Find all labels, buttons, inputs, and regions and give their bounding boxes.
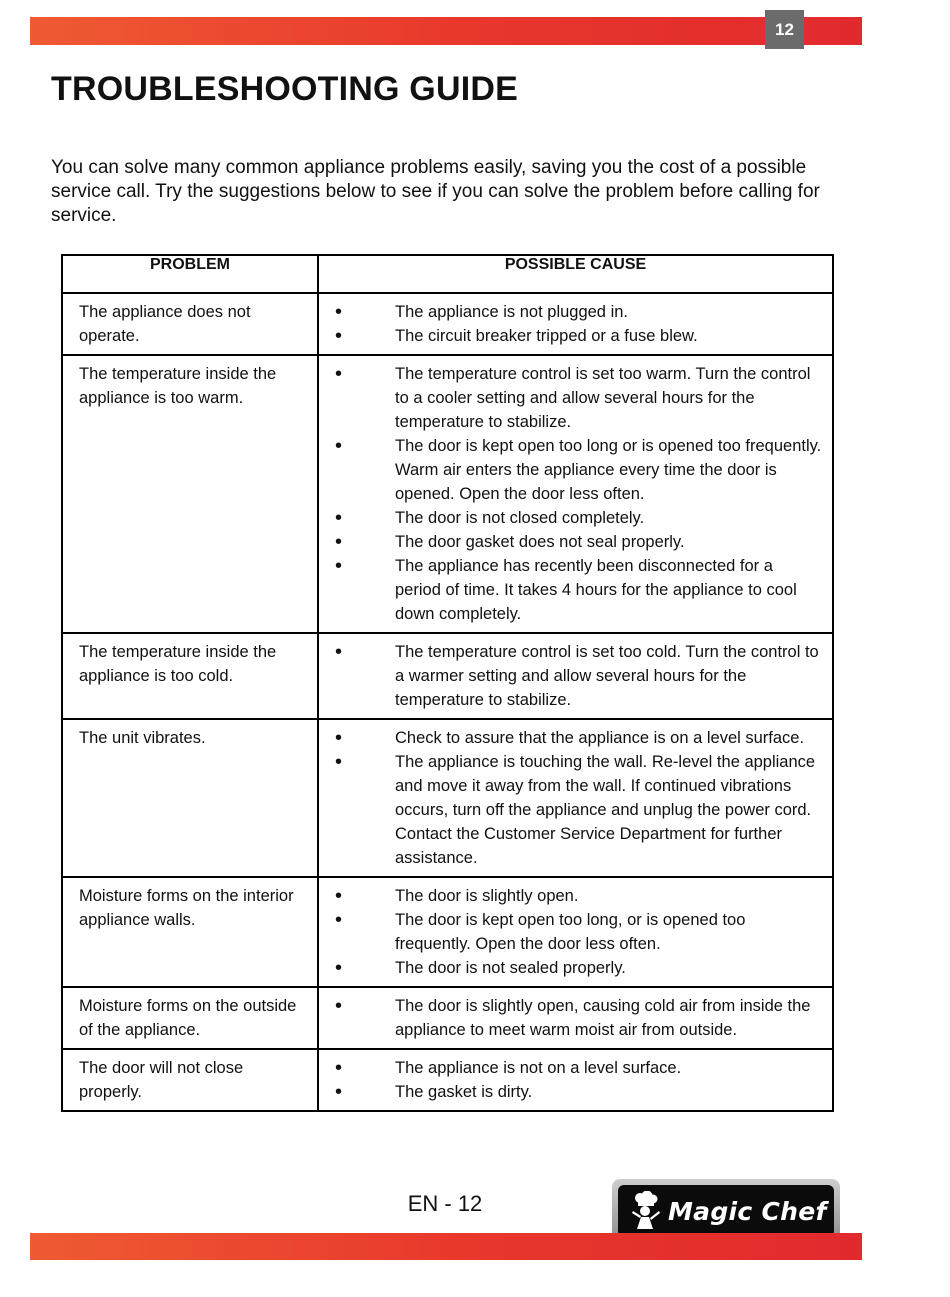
table-row: [62, 987, 833, 1049]
cause-item: • The door gasket does not seal properly.: [335, 530, 822, 554]
problem-cell: Moisture forms on the outside of the appliance.: [62, 987, 318, 1049]
cause-list: [335, 300, 822, 348]
table-row: [62, 877, 833, 987]
cause-cell: [318, 719, 833, 877]
chef-hat-icon: [628, 1191, 662, 1231]
cause-item: • The door is not closed completely.: [335, 506, 822, 530]
cause-item: • The temperature control is set too cold. Turn the control to a warmer setting and allow several hours for the temperature to stabilize.: [335, 640, 822, 712]
cause-cell: [318, 633, 833, 719]
problem-cell: The unit vibrates.: [62, 719, 318, 877]
cause-column-header: POSSIBLE CAUSE: [318, 255, 833, 293]
cause-cell: [318, 987, 833, 1049]
table-row: [62, 1049, 833, 1111]
troubleshooting-table: [61, 254, 834, 1112]
top-accent-bar: [30, 17, 862, 45]
cause-item: • The door is not sealed properly.: [335, 956, 822, 980]
intro-paragraph: You can solve many common appliance problems easily, saving you the cost of a possible service call. Try the suggestions below to see if you can solve the problem before calling for service.: [51, 157, 820, 226]
cause-list: [335, 726, 822, 870]
problem-cell: Moisture forms on the interior appliance walls.: [62, 877, 318, 987]
cause-item: • The door is kept open too long, or is opened too frequently. Open the door less often.: [335, 908, 822, 956]
cause-item: • The door is slightly open, causing cold air from inside the appliance to meet warm moist air from outside.: [335, 994, 822, 1042]
cause-item: • The door is kept open too long or is opened too frequently. Warm air enters the appliance every time the door is opened. Open the door less often.: [335, 434, 822, 506]
cause-item: • The appliance is not plugged in.: [335, 300, 822, 324]
footer-page-label: EN - 12: [407, 1191, 483, 1216]
cause-item: • The appliance is not on a level surface.: [335, 1056, 822, 1080]
cause-item: • The gasket is dirty.: [335, 1080, 822, 1104]
cause-item: • The circuit breaker tripped or a fuse blew.: [335, 324, 822, 348]
table-row: [62, 293, 833, 355]
cause-item: • The temperature control is set too warm. Turn the control to a cooler setting and allow several hours for the temperature to stabilize.: [335, 362, 822, 434]
cause-cell: [318, 1049, 833, 1111]
table-row: [62, 355, 833, 633]
page-title: TROUBLESHOOTING GUIDE: [51, 70, 518, 108]
bottom-accent-bar: [30, 1233, 862, 1260]
cause-item: • Check to assure that the appliance is on a level surface.: [335, 726, 822, 750]
table-row: [62, 719, 833, 877]
cause-list: [335, 994, 822, 1042]
problem-cell: The temperature inside the appliance is too cold.: [62, 633, 318, 719]
brand-logo-plate: [618, 1185, 834, 1237]
table-header-row: [62, 255, 833, 293]
cause-list: [335, 640, 822, 712]
brand-name: Magic Chef: [668, 1196, 827, 1226]
page-number-badge: 12: [765, 10, 804, 49]
problem-cell: The door will not close properly.: [62, 1049, 318, 1111]
problem-cell: The temperature inside the appliance is too warm.: [62, 355, 318, 633]
cause-item: • The appliance is touching the wall. Re-level the appliance and move it away from the wall. If continued vibrations occurs, turn off the appliance and unplug the power cord. Contact the Customer Service Department for further assistance.: [335, 750, 822, 870]
cause-cell: [318, 877, 833, 987]
cause-list: [335, 362, 822, 626]
cause-item: • The door is slightly open.: [335, 884, 822, 908]
cause-item: • The appliance has recently been disconnected for a period of time. It takes 4 hours for the appliance to cool down completely.: [335, 554, 822, 626]
cause-cell: [318, 293, 833, 355]
problem-column-header: PROBLEM: [62, 255, 318, 293]
cause-list: [335, 884, 822, 980]
cause-cell: [318, 355, 833, 633]
table-row: [62, 633, 833, 719]
cause-list: [335, 1056, 822, 1104]
problem-cell: The appliance does not operate.: [62, 293, 318, 355]
